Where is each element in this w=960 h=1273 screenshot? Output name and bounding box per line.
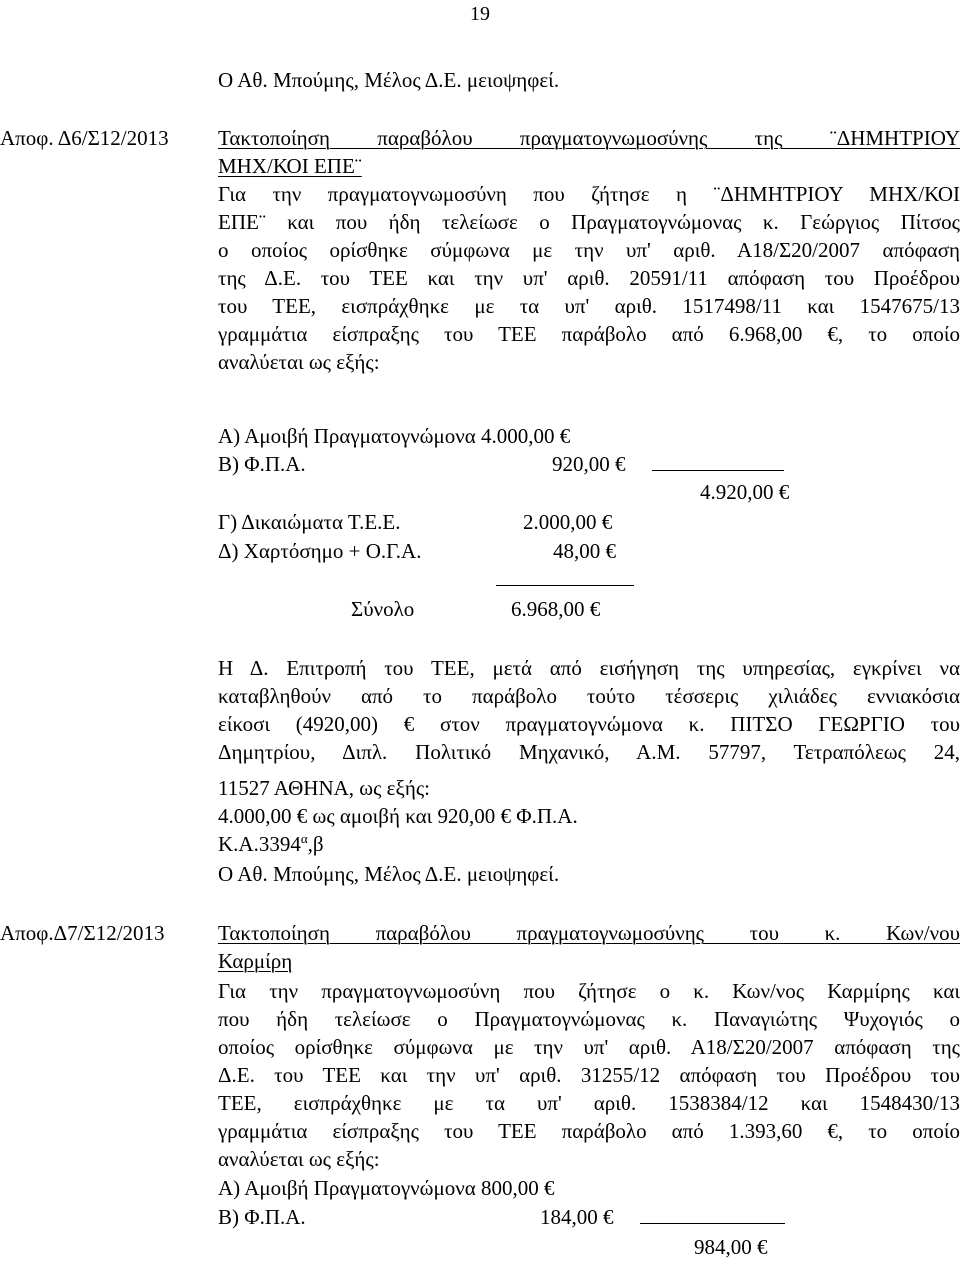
- decision-6-title: [218, 124, 960, 180]
- d7-fee-b-amount: 184,00 €: [540, 1205, 614, 1229]
- fee-b-label: Β) Φ.Π.Α.: [218, 452, 306, 476]
- subtotal-rule: [652, 470, 784, 471]
- fee-c-label: Γ) Δικαιώματα Τ.Ε.Ε.: [218, 510, 401, 534]
- text-line: Δημητρίου, Διπλ. Πολιτικό Μηχανικό, Α.Μ. 57797, Τετραπόλεως 24,: [218, 740, 960, 764]
- decision-6-body: [218, 180, 960, 376]
- decision-7-body-last: αναλύεται ως εξής:: [218, 1147, 380, 1171]
- text-line: Για την πραγματογνωμοσύνη που ζήτησε ο κ. Κων/νος Καρμίρης και: [218, 979, 960, 1003]
- minority-vote-note-2: Ο Αθ. Μπούμης, Μέλος Δ.Ε. μειοψηφεί.: [218, 862, 560, 886]
- text-line: είκοσι (4920,00) € στον πραγματογνώμονα κ. ΠΙΤΣΟ ΓΕΩΡΓΙΟ του: [218, 712, 960, 736]
- budget-code-number: Κ.Α.3394: [218, 832, 301, 856]
- payment-breakdown: 4.000,00 € ως αμοιβή και 920,00 € Φ.Π.Α.: [218, 804, 578, 828]
- fee-b-amount: 920,00 €: [552, 452, 626, 476]
- fee-c-amount: 2.000,00 €: [523, 510, 613, 534]
- decision-6-title-line-1: Τακτοποίηση παραβόλου πραγματογνωμοσύνης της ¨ΔΗΜΗΤΡΙΟΥ: [218, 126, 960, 150]
- text-line: αναλύεται ως εξής:: [218, 350, 380, 374]
- total-label: Σύνολο: [351, 597, 415, 621]
- fee-d-label: Δ) Χαρτόσημο + Ο.Γ.Α.: [218, 539, 422, 563]
- decision-7-title-line-2: Καρμίρη: [218, 949, 293, 973]
- text-line: γραμμάτια είσπραξης του ΤΕΕ παράβολο από 6.968,00 €, το οποίο: [218, 322, 960, 346]
- text-line: ο οποίος ορίσθηκε σύμφωνα με την υπ' αριθ. Α18/Σ20/2007 απόφαση: [218, 238, 960, 262]
- decision-6-approval: [218, 654, 960, 766]
- fee-d-amount: 48,00 €: [553, 539, 616, 563]
- text-line: Για την πραγματογνωμοσύνη που ζήτησε η ¨ΔΗΜΗΤΡΙΟΥ ΜΗΧ/ΚΟΙ: [218, 182, 960, 206]
- text-line: καταβληθούν από το παράβολο τούτο τέσσερις χιλιάδες εννιακόσια: [218, 684, 960, 708]
- text-line: Δ.Ε. του ΤΕΕ και την υπ' αριθ. 31255/12 απόφαση του Προέδρου του: [218, 1063, 960, 1087]
- text-line: του ΤΕΕ, εισπράχθηκε με τα υπ' αριθ. 1517498/11 και 1547675/13: [218, 294, 960, 318]
- beneficiary-address: 11527 ΑΘΗΝΑ, ως εξής:: [218, 776, 430, 800]
- total-amount: 6.968,00 €: [511, 597, 601, 621]
- fee-a-line: Α) Αμοιβή Πραγματογνώμονα 4.000,00 €: [218, 424, 571, 448]
- total-rule: [496, 585, 634, 586]
- minority-vote-note: Ο Αθ. Μπούμης, Μέλος Δ.Ε. μειοψηφεί.: [218, 68, 560, 92]
- fee-subtotal: 4.920,00 €: [700, 480, 790, 504]
- budget-code: [218, 830, 324, 858]
- text-line: ΤΕΕ, εισπράχθηκε με τα υπ' αριθ. 1538384/12 και 1548430/13: [218, 1091, 960, 1115]
- budget-code-suffix: ,β: [307, 832, 324, 856]
- text-line: που ήδη τελείωσε ο Πραγματογνώμονας κ. Παναγιώτης Ψυχογιός ο: [218, 1007, 960, 1031]
- d7-fee-b-label: Β) Φ.Π.Α.: [218, 1205, 306, 1229]
- d7-fee-subtotal: 984,00 €: [694, 1235, 768, 1259]
- text-line: οποίος ορίσθηκε σύμφωνα με την υπ' αριθ. Α18/Σ20/2007 απόφαση της: [218, 1035, 960, 1059]
- page-number: 19: [470, 3, 490, 25]
- text-line: Η Δ. Επιτροπή του ΤΕΕ, μετά από εισήγηση της υπηρεσίας, εγκρίνει να: [218, 656, 960, 680]
- d7-subtotal-rule: [640, 1223, 785, 1224]
- text-line: ΕΠΕ¨ και που ήδη τελείωσε ο Πραγματογνώμονας κ. Γεώργιος Πίτσος: [218, 210, 960, 234]
- decision-6-title-line-2: ΜΗΧ/ΚΟΙ ΕΠΕ¨: [218, 154, 362, 178]
- text-line: της Δ.Ε. του ΤΕΕ και την υπ' αριθ. 20591/11 απόφαση του Προέδρου: [218, 266, 960, 290]
- decision-7-title-line-1: Τακτοποίηση παραβόλου πραγματογνωμοσύνης του κ. Κων/νου: [218, 921, 960, 945]
- d7-fee-a-line: Α) Αμοιβή Πραγματογνώμονα 800,00 €: [218, 1176, 555, 1200]
- decision-7-body: [218, 977, 960, 1145]
- decision-7-title: [218, 919, 960, 975]
- budget-code-sup: α: [300, 831, 308, 846]
- text-line: γραμμάτια είσπραξης του ΤΕΕ παράβολο από 1.393,60 €, το οποίο: [218, 1119, 960, 1143]
- decision-6-reference: Αποφ. Δ6/Σ12/2013: [0, 126, 169, 150]
- decision-7-reference: Αποφ.Δ7/Σ12/2013: [0, 921, 165, 945]
